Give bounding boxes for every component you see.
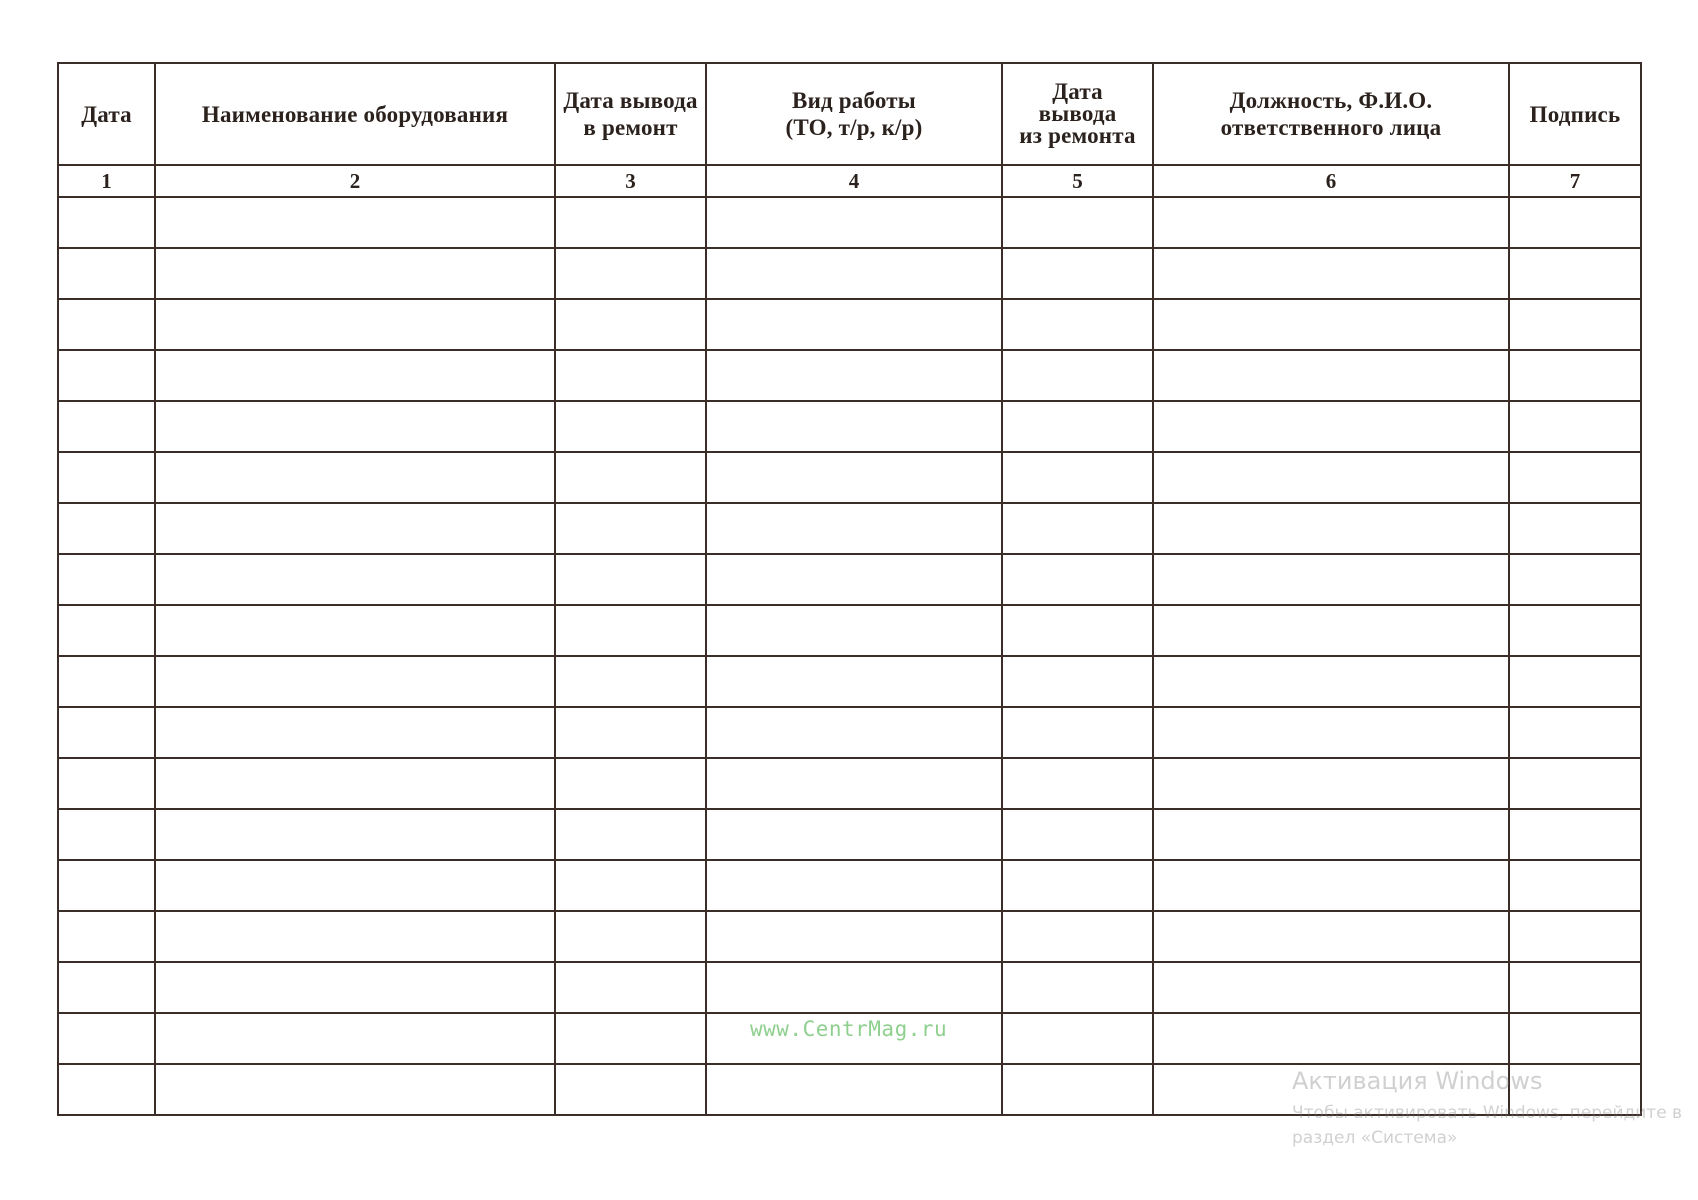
log-cell[interactable] <box>155 911 555 962</box>
log-cell[interactable] <box>1509 299 1641 350</box>
log-row <box>58 809 1641 860</box>
log-cell[interactable] <box>555 1064 706 1115</box>
log-row <box>58 554 1641 605</box>
log-cell[interactable] <box>58 1064 155 1115</box>
windows-activation-notice <box>1292 1067 1682 1151</box>
log-cell[interactable] <box>58 1013 155 1064</box>
log-cell[interactable] <box>1153 197 1509 248</box>
log-cell[interactable] <box>1153 656 1509 707</box>
log-cell[interactable] <box>1153 1013 1509 1064</box>
log-cell[interactable] <box>58 401 155 452</box>
log-cell[interactable] <box>58 554 155 605</box>
log-cell[interactable] <box>1509 452 1641 503</box>
log-cell[interactable] <box>1153 605 1509 656</box>
log-body <box>58 197 1641 1115</box>
log-cell[interactable] <box>1509 350 1641 401</box>
log-cell[interactable] <box>555 248 706 299</box>
log-cell[interactable] <box>555 911 706 962</box>
log-cell[interactable] <box>706 503 1002 554</box>
log-cell[interactable] <box>1509 809 1641 860</box>
log-cell[interactable] <box>706 758 1002 809</box>
log-cell[interactable] <box>706 911 1002 962</box>
log-cell[interactable] <box>58 809 155 860</box>
log-row <box>58 401 1641 452</box>
log-cell[interactable] <box>155 707 555 758</box>
log-cell[interactable] <box>706 707 1002 758</box>
log-cell[interactable] <box>1509 707 1641 758</box>
log-cell[interactable] <box>1153 860 1509 911</box>
log-cell[interactable] <box>1153 452 1509 503</box>
log-cell[interactable] <box>58 962 155 1013</box>
log-cell[interactable] <box>155 962 555 1013</box>
log-cell[interactable] <box>1002 197 1153 248</box>
column-number: 5 <box>1002 165 1153 197</box>
log-cell[interactable] <box>555 758 706 809</box>
log-cell[interactable] <box>1509 605 1641 656</box>
log-cell[interactable] <box>1002 758 1153 809</box>
log-cell[interactable] <box>1002 860 1153 911</box>
log-cell[interactable] <box>706 401 1002 452</box>
log-cell[interactable] <box>58 452 155 503</box>
log-cell[interactable] <box>1509 1013 1641 1064</box>
log-cell[interactable] <box>1153 503 1509 554</box>
log-cell[interactable] <box>58 911 155 962</box>
log-row <box>58 860 1641 911</box>
log-cell[interactable] <box>1509 248 1641 299</box>
log-cell[interactable] <box>555 656 706 707</box>
log-cell[interactable] <box>555 809 706 860</box>
log-row <box>58 962 1641 1013</box>
log-cell[interactable] <box>155 1013 555 1064</box>
log-cell[interactable] <box>1509 962 1641 1013</box>
header-repair-end-date: Дата вывода из ремонта <box>1002 63 1153 165</box>
log-cell[interactable] <box>1002 1064 1153 1115</box>
log-cell[interactable] <box>58 299 155 350</box>
activation-line1: Чтобы активировать Windows, перейдите в <box>1292 1103 1683 1123</box>
activation-title: Активация Windows <box>1292 1067 1543 1095</box>
log-cell[interactable] <box>155 197 555 248</box>
column-number: 6 <box>1153 165 1509 197</box>
column-number: 1 <box>58 165 155 197</box>
log-cell[interactable] <box>1002 248 1153 299</box>
log-cell[interactable] <box>58 248 155 299</box>
log-cell[interactable] <box>155 656 555 707</box>
log-cell[interactable] <box>555 860 706 911</box>
log-cell[interactable] <box>58 197 155 248</box>
log-cell[interactable] <box>155 452 555 503</box>
column-number: 4 <box>706 165 1002 197</box>
log-row <box>58 197 1641 248</box>
log-cell[interactable] <box>1002 707 1153 758</box>
log-row <box>58 758 1641 809</box>
log-cell[interactable] <box>1153 962 1509 1013</box>
log-cell[interactable] <box>155 605 555 656</box>
log-cell[interactable] <box>555 503 706 554</box>
header-row <box>58 63 1641 165</box>
log-cell[interactable] <box>706 962 1002 1013</box>
header-date: Дата <box>58 63 155 165</box>
log-cell[interactable] <box>58 758 155 809</box>
column-number-row <box>58 165 1641 197</box>
log-cell[interactable] <box>555 605 706 656</box>
log-cell[interactable] <box>1002 962 1153 1013</box>
activation-line2: раздел «Система» <box>1292 1128 1458 1148</box>
log-cell[interactable] <box>1509 911 1641 962</box>
log-cell[interactable] <box>155 809 555 860</box>
log-row <box>58 248 1641 299</box>
log-cell[interactable] <box>706 656 1002 707</box>
log-cell[interactable] <box>155 1064 555 1115</box>
log-cell[interactable] <box>706 248 1002 299</box>
log-cell[interactable] <box>706 299 1002 350</box>
log-cell[interactable] <box>58 656 155 707</box>
log-cell[interactable] <box>1002 1013 1153 1064</box>
log-cell[interactable] <box>155 350 555 401</box>
log-cell[interactable] <box>155 401 555 452</box>
log-cell[interactable] <box>555 197 706 248</box>
log-row <box>58 656 1641 707</box>
column-number: 3 <box>555 165 706 197</box>
log-cell[interactable] <box>706 605 1002 656</box>
log-cell[interactable] <box>1002 911 1153 962</box>
log-cell[interactable] <box>1002 299 1153 350</box>
log-cell[interactable] <box>706 452 1002 503</box>
log-cell[interactable] <box>58 350 155 401</box>
log-cell[interactable] <box>555 350 706 401</box>
log-cell[interactable] <box>1509 197 1641 248</box>
log-row <box>58 707 1641 758</box>
log-cell[interactable] <box>1002 605 1153 656</box>
log-cell[interactable] <box>706 1064 1002 1115</box>
log-cell[interactable] <box>155 860 555 911</box>
log-cell[interactable] <box>555 554 706 605</box>
log-cell[interactable] <box>555 707 706 758</box>
equipment-repair-log-table <box>57 62 1642 1116</box>
log-cell[interactable] <box>1153 707 1509 758</box>
log-cell[interactable] <box>155 758 555 809</box>
header-signature: Подпись <box>1509 63 1641 165</box>
log-cell[interactable] <box>1153 554 1509 605</box>
log-cell[interactable] <box>58 860 155 911</box>
log-cell[interactable] <box>1002 452 1153 503</box>
log-cell[interactable] <box>58 503 155 554</box>
log-cell[interactable] <box>1153 809 1509 860</box>
log-row <box>58 605 1641 656</box>
log-cell[interactable] <box>155 248 555 299</box>
log-cell[interactable] <box>555 401 706 452</box>
log-cell[interactable] <box>155 299 555 350</box>
column-number: 7 <box>1509 165 1641 197</box>
log-cell[interactable] <box>155 554 555 605</box>
log-cell[interactable] <box>1153 401 1509 452</box>
log-cell[interactable] <box>555 299 706 350</box>
log-cell[interactable] <box>706 554 1002 605</box>
header-responsible-person: Должность, Ф.И.О. ответственного лица <box>1153 63 1509 165</box>
log-cell[interactable] <box>706 809 1002 860</box>
header-repair-start-date: Дата вывода в ремонт <box>555 63 706 165</box>
log-cell[interactable] <box>1002 401 1153 452</box>
log-cell[interactable] <box>1509 554 1641 605</box>
log-row <box>58 350 1641 401</box>
log-cell[interactable] <box>1002 503 1153 554</box>
log-cell[interactable] <box>1509 503 1641 554</box>
log-cell[interactable] <box>706 860 1002 911</box>
log-cell[interactable] <box>1002 554 1153 605</box>
log-cell[interactable] <box>555 962 706 1013</box>
header-work-type: Вид работы (ТО, т/р, к/р) <box>706 63 1002 165</box>
log-cell[interactable] <box>1509 860 1641 911</box>
log-cell[interactable] <box>1509 656 1641 707</box>
log-cell[interactable] <box>555 452 706 503</box>
log-cell[interactable] <box>58 707 155 758</box>
log-row <box>58 503 1641 554</box>
log-cell[interactable] <box>1509 758 1641 809</box>
column-number: 2 <box>155 165 555 197</box>
log-cell[interactable] <box>58 605 155 656</box>
log-row <box>58 911 1641 962</box>
log-cell[interactable] <box>1509 401 1641 452</box>
log-cell[interactable] <box>1002 350 1153 401</box>
site-watermark: www.CentrMag.ru <box>750 1017 948 1041</box>
log-cell[interactable] <box>706 197 1002 248</box>
log-cell[interactable] <box>1002 656 1153 707</box>
log-cell[interactable] <box>1153 758 1509 809</box>
log-row <box>58 452 1641 503</box>
log-cell[interactable] <box>1002 809 1153 860</box>
log-cell[interactable] <box>155 503 555 554</box>
log-cell[interactable] <box>555 1013 706 1064</box>
log-cell[interactable] <box>706 350 1002 401</box>
header-equipment-name: Наименование оборудования <box>155 63 555 165</box>
log-row <box>58 299 1641 350</box>
log-cell[interactable] <box>1153 299 1509 350</box>
log-cell[interactable] <box>1153 911 1509 962</box>
log-cell[interactable] <box>1153 350 1509 401</box>
log-cell[interactable] <box>1153 248 1509 299</box>
